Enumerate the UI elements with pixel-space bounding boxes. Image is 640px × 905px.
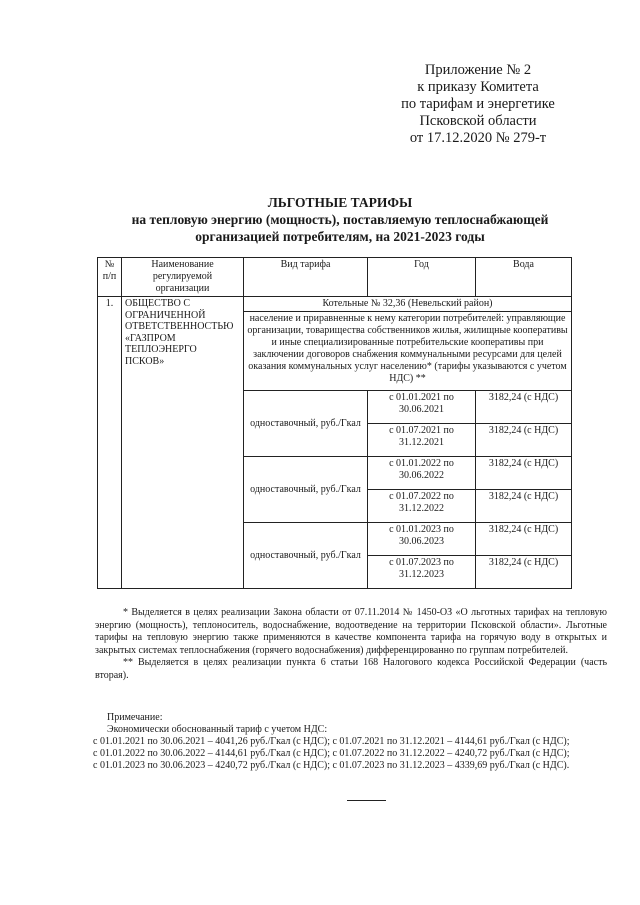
org-name-line: ОТВЕТСТВЕННОСТЬЮ <box>125 321 234 332</box>
tariff-type: одноставочный, руб./Гкал <box>244 523 368 589</box>
water-value: 3182,24 (с НДС) <box>476 523 572 556</box>
footnote-1: * Выделяется в целях реализации Закона области от 07.11.2014 № 1450-ОЗ «О льготных тарифах на тепловую энергию (мощность), теплоноситель, водоснабжение, водоотведение на территории Псковской области». Льготные тарифы на тепловую энергию также применяются в качестве компонента тарифа на горячую воду в открытых и закрытых системах теплоснабжения (горячего водоснабжения) дифференцированно по группам потребителей. <box>95 607 607 656</box>
water-value: 3182,24 (с НДС) <box>476 556 572 589</box>
consumer-category: население и приравненные к нему категории потребителей: управляющие организации, товарищества собственников жилья, жилищные кооперативы и иные специализированные потребительские кооперативы при заключении договоров снабжения коммунальными ресурсами для целей оказания коммунальных услуг населению* (тарифы указываются с учетом НДС) ** <box>244 312 572 391</box>
period-cell: с 01.01.2023 по 30.06.2023 <box>368 523 476 556</box>
header-water: Вода <box>476 258 572 297</box>
header-year: Год <box>368 258 476 297</box>
period-cell: с 01.01.2021 по 30.06.2021 <box>368 391 476 424</box>
title-line-3: организацией потребителям, на 2021-2023 годы <box>195 229 485 244</box>
water-value: 3182,24 (с НДС) <box>476 457 572 490</box>
annex-header <box>378 62 578 147</box>
annex-line-3: по тарифам и энергетике <box>401 96 555 112</box>
org-name-line: «ГАЗПРОМ <box>125 332 176 344</box>
header-type: Вид тарифа <box>244 258 368 297</box>
remarks-subheading: Экономически обоснованный тариф с учетом НДС: <box>107 724 328 735</box>
tariff-type: одноставочный, руб./Гкал <box>244 391 368 457</box>
remarks-line-3: с 01.01.2023 по 30.06.2023 – 4240,72 руб./Гкал (с НДС); с 01.07.2023 по 31.12.2023 – 4339,69 руб./Гкал (с НДС). <box>93 760 570 771</box>
org-name-line: ОБЩЕСТВО С <box>125 298 190 309</box>
remarks-heading: Примечание: <box>107 712 163 723</box>
annex-line-1: Приложение № 2 <box>424 62 532 78</box>
period-cell: с 01.07.2022 по 31.12.2022 <box>368 490 476 523</box>
header-org: Наименование регулируемой организации <box>122 258 244 297</box>
table-row-boiler <box>98 297 572 312</box>
water-value: 3182,24 (с НДС) <box>476 391 572 424</box>
table-header-row <box>98 258 572 297</box>
title-line-1: ЛЬГОТНЫЕ ТАРИФЫ <box>267 195 413 210</box>
org-name-line: ОГРАНИЧЕННОЙ <box>125 309 206 321</box>
period-cell: с 01.07.2023 по 31.12.2023 <box>368 556 476 589</box>
water-value: 3182,24 (с НДС) <box>476 490 572 523</box>
title-line-2: на тепловую энергию (мощность), поставляемую теплоснабжающей <box>131 212 549 227</box>
annex-line-5: от 17.12.2020 № 279-т <box>409 130 547 146</box>
document-title <box>60 194 620 245</box>
end-divider <box>347 800 386 801</box>
annex-line-2: к приказу Комитета <box>417 79 539 95</box>
remarks-block <box>95 712 615 772</box>
tariff-type: одноставочный, руб./Гкал <box>244 457 368 523</box>
tariff-table <box>97 257 572 589</box>
annex-line-4: Псковской области <box>419 113 537 129</box>
period-cell: с 01.01.2022 по 30.06.2022 <box>368 457 476 490</box>
row-number: 1. <box>98 297 122 589</box>
footnote-2: ** Выделяется в целях реализации пункта 6 статьи 168 Налогового кодекса Российской Федерации (часть вторая). <box>95 657 607 681</box>
remarks-line-2: с 01.01.2022 по 30.06.2022 – 4144,61 руб./Гкал (с НДС); с 01.07.2022 по 31.12.2022 – 4240,72 руб./Гкал (с НДС); <box>93 748 570 759</box>
footnotes <box>95 607 607 682</box>
org-name-line: ТЕПЛОЭНЕРГО <box>125 344 197 355</box>
header-num: № п/п <box>98 258 122 297</box>
boiler-heading: Котельные № 32,36 (Невельский район) <box>244 297 572 312</box>
org-name-line: ПСКОВ» <box>125 355 165 367</box>
remarks-line-1: с 01.01.2021 по 30.06.2021 – 4041,26 руб./Гкал (с НДС); с 01.07.2021 по 31.12.2021 – 4144,61 руб./Гкал (с НДС); <box>93 736 570 747</box>
period-cell: с 01.07.2021 по 31.12.2021 <box>368 424 476 457</box>
water-value: 3182,24 (с НДС) <box>476 424 572 457</box>
org-name <box>122 297 244 589</box>
